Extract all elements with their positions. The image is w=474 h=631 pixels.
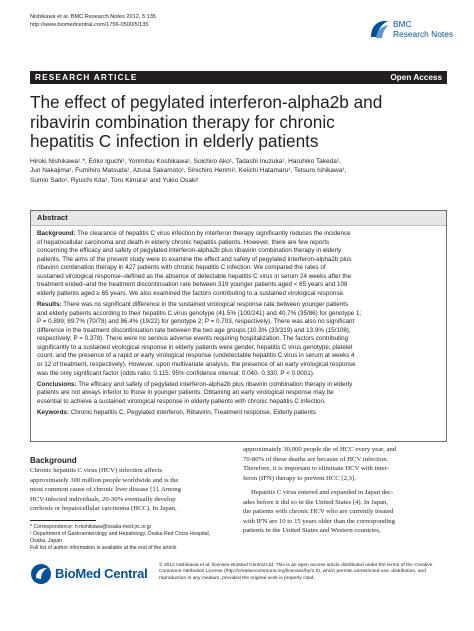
abstract-conclusions xyxy=(37,381,441,407)
abstract-line: ribavirin combination therapy in 427 patients with chronic hepatitis C infection. We compared the rates of xyxy=(37,264,326,272)
correspondence-email[interactable]: * Correspondence: h-nishikawa@osaka-med.jrc.or.jp xyxy=(30,524,152,530)
abstract-body xyxy=(37,230,441,421)
abstract-background xyxy=(37,230,441,298)
biomed-central-logo-icon xyxy=(30,563,52,585)
abstract-line: and elderly patients according to their hepatitis C virus genotype (41.5% (100/241) and 40.7% (35/86) for genotype 1; xyxy=(37,309,362,317)
body-line: 70-80% of these deaths are because of HCV infection. xyxy=(243,455,389,463)
keywords-label: Keywords: xyxy=(37,409,69,417)
title-line: hepatitis C infection in elderly patients xyxy=(30,131,319,152)
body-line: Therefore, it is important to eliminate HCV with inter- xyxy=(243,465,389,472)
abstract-line xyxy=(37,301,441,310)
author-info-note: Full list of author information is available at the end of the article xyxy=(30,545,177,551)
journal-logo-line1: BMC xyxy=(393,19,412,29)
abstract-line: essential to achieve a sustained virological response in elderly patients with chronic hepatitis C infection. xyxy=(37,397,326,405)
abstract-line: or 12 of treatment, respectively). However, upon multivariate analysis, the presence of an early virological response xyxy=(37,361,356,368)
author-line: Sumio Saito¹, Ryuichi Kita¹, Toru Kimura¹ and Yukio Osaki¹ xyxy=(30,176,199,184)
abstract-line: was the only significant factor (odds ratio: 0.115, 95% confidence interval: 0.040- 0.330, P < 0.0001). xyxy=(37,369,315,377)
body-paragraph xyxy=(243,488,449,536)
conclusions-label: Conclusions: xyxy=(37,380,77,388)
body-line: Hepatitis C virus entered and expanded in Japan dec- xyxy=(251,489,394,496)
abstract-text: The clearance of hepatitis C virus infection by interferon therapy significantly reduces the incidence xyxy=(75,230,351,237)
open-access-label: Open Access xyxy=(390,73,442,82)
abstract-heading: Abstract xyxy=(31,211,446,226)
article-url[interactable]: http://www.biomedcentral.com/1756-0500/5/135 xyxy=(30,21,149,28)
abstract-line xyxy=(37,230,441,239)
abstract-line: concerning the efficacy and safety of pegylated interferon-alpha2b plus ribavirin combination therapy in elderly xyxy=(37,247,342,255)
copyright-line: Commons Attribution License (http://creativecommons.org/licenses/by/2.0), which permits unrestricted use, distribution, and xyxy=(159,569,426,575)
keywords-text: Chronic hepatitis C, Pegylated interferon, Ribavirin, Treatment response, Elderly patients xyxy=(68,409,316,417)
abstract-line: of hepatocellular carcinoma and death in elderly chronic hepatitis patients. However, there are few reports xyxy=(37,238,330,246)
author-line: Hiroki Nishikawa¹˒*, Eriko Iguchi¹, Yorimitsu Koshikawa¹, Soichiro Ako¹, Tadashi Inuzuka¹, Haruhiko Takeda¹, xyxy=(30,158,341,165)
body-line: the patients with chronic HCV who are currently treated xyxy=(243,508,394,515)
body-right-column xyxy=(243,445,449,541)
body-line: HCV-infected individuals, 20-30% eventually develop xyxy=(30,495,176,503)
results-label: Results: xyxy=(37,301,62,309)
citation-header xyxy=(30,14,156,29)
article-type-banner xyxy=(30,71,447,84)
body-line: with IFN are 10 to 15 years older than the corresponding xyxy=(243,517,395,525)
footnote-divider xyxy=(30,520,96,521)
article-type-label: RESEARCH ARTICLE xyxy=(35,73,138,82)
abstract-box xyxy=(30,210,447,442)
author-line: Jun Nakajima¹, Fumihiro Matsuda¹, Azusa Sakamoto¹, Sinichiro Henmi¹, Keiichi Hatamaru¹, Tetsuro Ishikawa¹, xyxy=(30,167,347,175)
abstract-line: patients are not always inferior to those in younger patients. Obtaining an early virological response may be xyxy=(37,389,334,397)
abstract-line: P = 0.899; 89.7% (70/78) and 86.4% (19/22) for genotype 2; P = 0.703, respectively). There was also no significant xyxy=(37,318,355,326)
affiliation: Osaka, Japan xyxy=(30,538,63,544)
copyright-notice xyxy=(159,563,451,582)
abstract-results xyxy=(37,301,441,378)
publisher-logo xyxy=(30,563,150,587)
abstract-line: elderly patients aged ≥ 65 years. We also examined the factors contributing to a sustained virological response. xyxy=(37,289,345,297)
body-line: approximately 30,000 people die of HCC every year, and xyxy=(243,446,397,453)
abstract-line: count, and the presence of a rapid or early virological response (undetectable hepatitis C virus in serum at weeks 4 xyxy=(37,352,355,360)
article-title xyxy=(30,93,446,152)
body-line: approximately 300 million people worldwide and is the xyxy=(30,476,179,484)
abstract-line: treatment ended–and the treatment discontinuation rate between 319 younger patients aged < 65 years and 108 xyxy=(37,281,348,289)
affiliation: ¹ Department of Gastroenterology and Hepatology, Osaka Red Cross Hospital, xyxy=(30,531,211,537)
body-line: feron (IFN) therapy to prevent HCC [2,3]. xyxy=(243,474,356,482)
abstract-line: respectively; P = 0.378). There were no serious adverse events requiring hospitalization. The factors contributing xyxy=(37,335,349,343)
body-paragraph xyxy=(243,445,449,483)
author-list xyxy=(30,157,450,185)
journal-logo xyxy=(367,14,454,54)
publisher-name: BioMed Central xyxy=(55,566,148,581)
body-line: cirrhosis or hepatocellular carcinoma (HCC). In Japan, xyxy=(30,505,177,512)
title-line: ribavirin combination therapy for chronic xyxy=(30,111,335,132)
background-section-heading: Background xyxy=(30,456,77,465)
title-line: The effect of pegylated interferon-alpha2b and xyxy=(30,92,383,112)
background-label: Background: xyxy=(37,230,76,237)
abstract-line xyxy=(37,409,441,418)
abstract-line: significantly to a sustained virological response in elderly patients were gender, hepatitis C virus genotype, platelet xyxy=(37,343,353,351)
body-line: Chronic hepatitis C virus (HCV) infection affects xyxy=(30,467,163,474)
footnotes xyxy=(30,524,234,552)
copyright-line: reproduction in any medium, provided the original work is properly cited. xyxy=(159,575,315,581)
abstract-line xyxy=(37,381,441,390)
citation-line: Nishikawa et al. BMC Research Notes 2012, 5:135 xyxy=(30,14,156,20)
abstract-line: difference in the treatment discontinuation rate between the two age groups (10.3% (33/319) and 13.9% (15/108), xyxy=(37,326,351,334)
journal-logo-line2: Research Notes xyxy=(393,28,454,39)
abstract-text: There was no significant difference in the sustained virological response rate between younger patients xyxy=(61,301,349,309)
abstract-line: patients. The aims of the present study were to examine the effect and safety of pegylated interferon-alpha2b plus xyxy=(37,255,352,263)
bmc-research-notes-logo-icon xyxy=(367,17,391,41)
body-line: patients in the United States and Western countries, xyxy=(243,527,381,534)
body-line: most common cause of chronic liver disease [1]. Among xyxy=(30,486,181,493)
body-left-column xyxy=(30,466,234,514)
abstract-keywords xyxy=(37,409,441,418)
abstract-line: sustained virological response–defined as the absence of detectable hepatitis C virus in serum 24 weeks after the xyxy=(37,272,352,280)
abstract-text: The efficacy and safety of pegylated interferon-alpha2b plus ribavirin combination therapy in elderly xyxy=(76,380,353,388)
copyright-line: © 2012 Nishikawa et al; licensee BioMed Central Ltd. This is an open access article distributed under the terms of the Creative xyxy=(159,563,433,568)
body-line: ades before it did so in the United States [4]. In Japan, xyxy=(243,498,389,506)
